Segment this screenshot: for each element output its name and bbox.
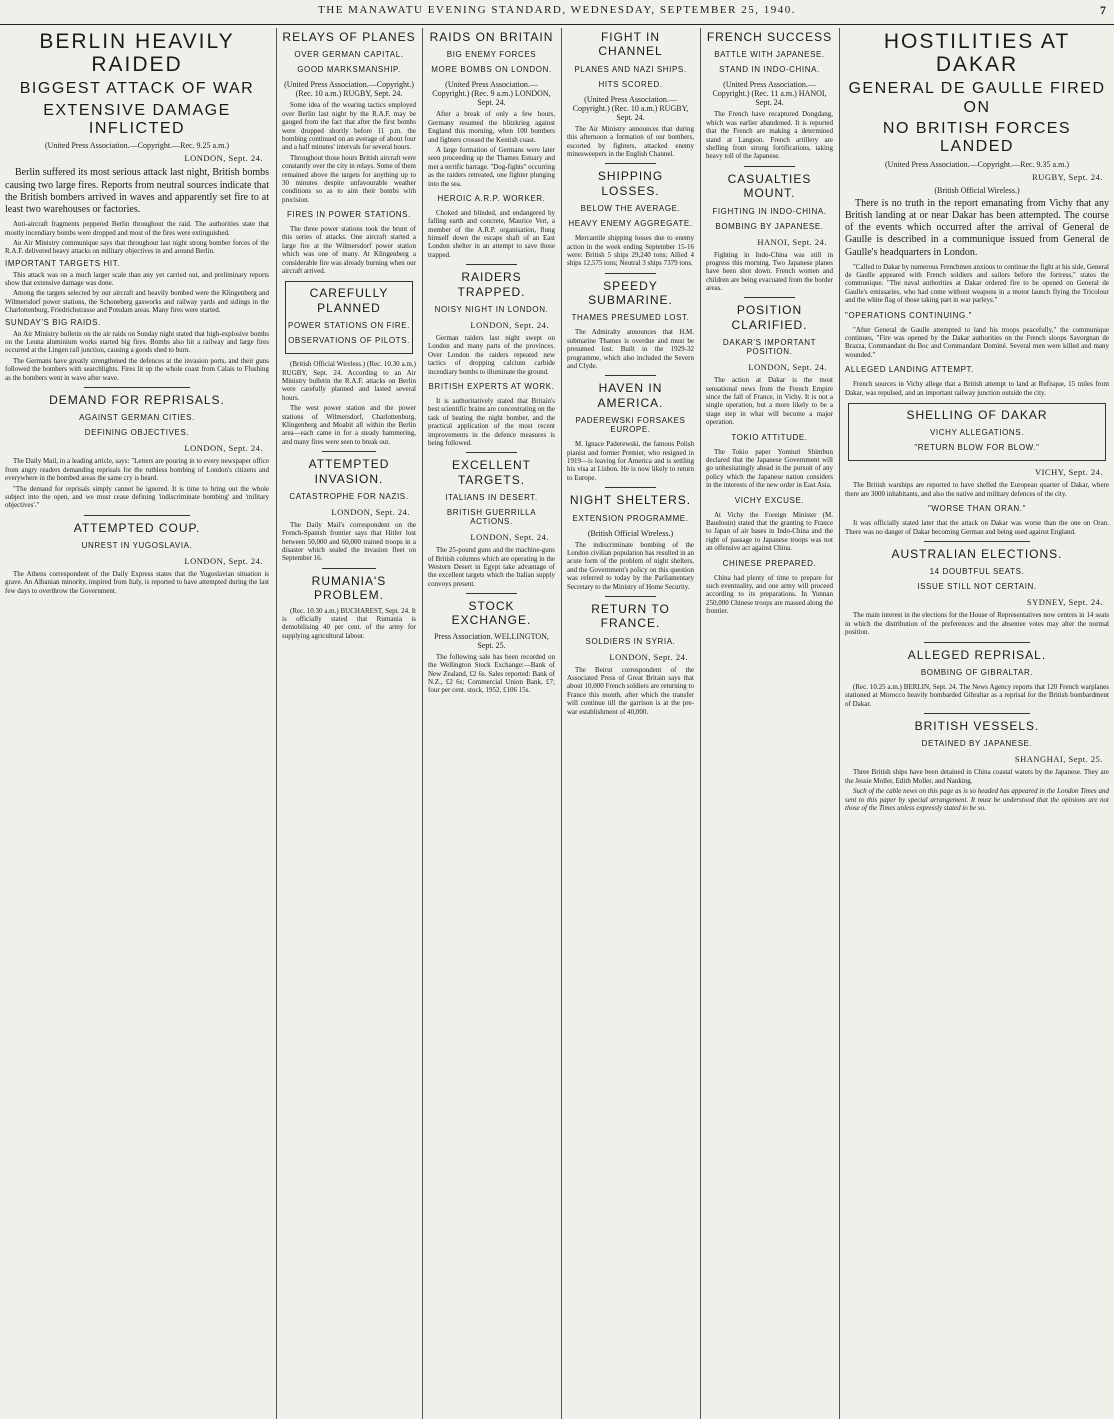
headline-relays-of-planes: RELAYS OF PLANES <box>282 30 416 44</box>
headline-hostilities-dakar: HOSTILITIES AT DAKAR <box>883 30 1071 77</box>
dateline: SYDNEY, Sept. 24. <box>1026 597 1103 608</box>
paragraph: Mercantile shipping losses due to enemy action in the week ending September 15-16 were: British 5 ships 29,240 tons; Allied 4 ships 12,575 tons; Neutral 3 ships 7379 tons. <box>567 234 694 268</box>
subhead: AGAINST GERMAN CITIES. <box>79 413 195 423</box>
paragraph: Some idea of the wearing tactics employed over Berlin last night by the R.A.F. may be gauged from the fact that after the first bombs were dropped shortly before 11 p.m. the bombing continued on an average of about four and a half minutes' intervals for several hours. <box>282 101 416 152</box>
subhead: POWER STATIONS ON FIRE. <box>288 321 410 331</box>
column-rule <box>700 28 701 1419</box>
headline-rumanias-problem: RUMANIA'S PROBLEM. <box>311 573 387 603</box>
paragraph: The west power station and the power stations of Wilmersdorf, Charlottenburg, Klingenberg and Moabit all within the Berlin area—each came in for a steady hammering, and many fires were seen to break out. <box>282 404 416 446</box>
column-rule <box>839 28 840 1419</box>
subhead: NOISY NIGHT IN LONDON. <box>434 305 549 315</box>
paragraph: The Beirut correspondent of the Associated Press of Great Britain says that about 10,000 French soldiers are returning to France this month, after which the transfer will continue till the garrison is at the pre-war establishment of 40,000. <box>567 665 694 716</box>
paragraph: Choked and blinded, and endangered by falling earth and concrete, Maurice Vert, a member of the A.R.P. organisation, flung himself down the escape shaft of an East London shelter in an attempt to save those trapped. <box>428 208 555 259</box>
dateline: HANOI, Sept. 24. <box>757 236 827 247</box>
subhead: EXTENSION PROGRAMME. <box>572 513 689 523</box>
divider <box>605 375 656 376</box>
dateline: LONDON, Sept. 24. <box>184 556 263 567</box>
footnote: Such of the cable news on this page as is so headed has appeared in the London Times and sent to this paper by special arrangement. It must be understood that the opinions are not those of the Times unless expressly stated to be so. <box>845 787 1109 813</box>
paragraph: The Daily Mail's correspondent on the French-Spanish frontier says that Hitler lost between 50,000 and 60,000 trained troops in a disaster which sealed the invasion fleet on September 16. <box>282 520 416 563</box>
paragraph: "After General de Gaulle attempted to land his troops peacefully," the communique continues, "Fire was opened by the Dakar authorities on the French sloops Savorgnan de Brazza, Commandant du Boc and Commandant Dominé. Several men were killed and many wounded." <box>845 325 1109 359</box>
column-raids-britain <box>425 28 558 1419</box>
paragraph: The Athens correspondent of the Daily Express states that the Yugoslavian situation is grave. An Albanian minority, inspired from Italy, is reported to have attempted during the last few days to overthrow the Government. <box>5 570 269 595</box>
headline-berlin-raided: BERLIN HEAVILY RAIDED <box>39 30 235 77</box>
dateline: LONDON, Sept. 24. <box>184 153 263 164</box>
subhead: BATTLE WITH JAPANESE. <box>714 50 825 60</box>
paragraph: The Tokio paper Yomiuri Shimbun declared that the Japanese Government will go unhesitatingly ahead in the pursuit of any policy which the Japanese nation considers in the interests of the new order in East Asia. <box>706 447 833 490</box>
divider <box>924 713 1030 714</box>
subhead: BELOW THE AVERAGE. <box>580 204 681 214</box>
masthead-title: THE MANAWATU EVENING STANDARD, WEDNESDAY, SEPTEMBER 25, 1940. <box>318 4 796 16</box>
subhead: 14 DOUBTFUL SEATS. <box>929 567 1025 577</box>
paragraph: The action at Dakar is the most sensational news from the French Empire since the fall of France, in Vichy. It is not a single operation, but a more likely to be a stage step in what will become a major operation. <box>706 376 833 427</box>
lead-paragraph: Berlin suffered its most serious attack last night, British bombs causing two large fires. Reports from neutral sources indicate that the British bombers arrived in waves and apparently set fire to at least two warehouses or factories. <box>5 167 269 215</box>
headline-raids-on-britain: RAIDS ON BRITAIN <box>429 30 554 44</box>
paragraph: The Germans have greatly strengthened the defences at the invasion ports, and their guns followed the bombers with searchlights. Fires lit up the whole coast from Calais to Flushing as the bombers went in wave after wave. <box>5 356 269 382</box>
subhead: SOLDIERS IN SYRIA. <box>585 636 676 646</box>
crosshead: FIRES IN POWER STATIONS. <box>287 210 411 220</box>
column-berlin <box>2 28 272 1419</box>
dateline: LONDON, Sept. 24. <box>609 651 688 662</box>
subhead: MORE BOMBS ON LONDON. <box>431 65 552 75</box>
headline-haven-in-america: HAVEN IN AMERICA. <box>597 381 664 410</box>
masthead <box>0 0 1114 25</box>
paragraph: French sources in Vichy allege that a British attempt to land at Rufisque, 15 miles from Dakar, was repulsed, and an important railway junction outside the city. <box>845 380 1109 397</box>
column-dakar <box>842 28 1112 1419</box>
divider <box>924 642 1030 643</box>
paragraph: The French have recaptured Dongdang, which was earlier abandoned. It is reported that the French are making a determined stand at Langson. French artillery are shelling from strong fortifications, taking heavy toll of the Japanese. <box>706 110 833 161</box>
subhead: VICHY ALLEGATIONS. <box>929 428 1025 438</box>
paragraph: (Rec. 10.30 a.m.) BUCHAREST, Sept. 24. It is officially stated that Rumania is demobilising 40 per cent. of the army for supplying agricultural labour. <box>282 606 416 640</box>
headline-french-success: FRENCH SUCCESS <box>706 30 833 44</box>
subhead: ISSUE STILL NOT CERTAIN. <box>917 582 1037 592</box>
paragraph: The following sale has been recorded on the Wellington Stock Exchange:—Bank of New Zealand, £2 6s. Sales reported: Bank of N.Z., £2 6s; Commercial Union Bank, £7; four per cent. stock, 1952, £106 15s. <box>428 652 555 695</box>
paragraph: German raiders last night swept on London and many parts of the provinces. Over London the raiders repeated new tactics of dropping calcium carbide incendiary bombs to illuminate the ground. <box>428 334 555 376</box>
crosshead: CHINESE PREPARED. <box>722 558 817 568</box>
headline-stock-exchange: STOCK EXCHANGE. <box>451 599 532 628</box>
dateline: LONDON, Sept. 24. <box>470 320 549 331</box>
subhead: BOMBING BY JAPANESE. <box>715 221 824 231</box>
dateline: VICHY, Sept. 24. <box>1034 467 1103 478</box>
subhead: STAND IN INDO-CHINA. <box>719 65 820 75</box>
paragraph: The Admiralty announces that H.M. submarine Thames is overdue and must be presumed lost. Built in the 1929-32 programme, which also included the Severn and Clyde. <box>567 328 694 371</box>
byline: (United Press Association.—Copyright.) (Rec. 10 a.m.) RUGBY, Sept. 24. <box>572 94 689 122</box>
paragraph: (British Official Wireless.) (Rec. 10.30 a.m.) RUGBY, Sept. 24. According to an Air Ministry bulletin the R.A.F. attacks on Berlin were carefully planned and lasted several hours. <box>282 360 416 402</box>
paragraph: "Called to Dakar by numerous Frenchmen anxious to continue the fight at his side, General de Gaulle appeared with French soldiers and sailors before the fortress," states the communique. "The naval authorities at Dakar ordered fire to be opened on General de Gaulle's emissaries, who had come without weapons in a motor launch flying the Tricolour and the white flag of those taking part in war parleys." <box>845 262 1109 305</box>
divider <box>84 387 190 388</box>
column-rule <box>422 28 423 1419</box>
paragraph: Fighting in Indo-China was still in progress this morning. Two Japanese planes have been shot down. French women and children are being evacuated from the border areas. <box>706 250 833 293</box>
subhead: "RETURN BLOW FOR BLOW." <box>914 443 1040 453</box>
paragraph: Anti-aircraft fragments peppered Berlin throughout the raid. The authorities state that mostly incendiary bombs were dropped and most of the fires were extinguished. <box>5 220 269 237</box>
subhead: OVER GERMAN CAPITAL. <box>294 50 404 60</box>
paragraph: "The demand for reprisals simply cannot be ignored. It is time to bring out the whole subject into the open, and we must cease defining 'indiscriminate bombing' and 'military objectives'." <box>5 484 269 510</box>
dateline: LONDON, Sept. 24. <box>748 362 827 373</box>
paragraph: The main interest in the elections for the House of Representatives now centres in 14 seats in which the distribution of the preferences and the absentee votes may alter the normal position. <box>845 611 1109 637</box>
dateline: LONDON, Sept. 24. <box>331 506 410 517</box>
divider <box>322 451 376 452</box>
subhead: HITS SCORED. <box>598 79 663 89</box>
headline-carefully-planned: CAREFULLY PLANNED <box>309 286 389 315</box>
crosshead: VICHY EXCUSE. <box>734 495 805 505</box>
headline-australian-elections: AUSTRALIAN ELECTIONS. <box>891 546 1063 561</box>
headline-position-clarified: POSITION CLARIFIED. <box>731 303 808 332</box>
crosshead: ALLEGED LANDING ATTEMPT. <box>845 365 974 375</box>
subhead: FIGHTING IN INDO-CHINA. <box>712 206 827 216</box>
crosshead: HEROIC A.R.P. WORKER. <box>437 193 546 203</box>
crosshead: SUNDAY'S BIG RAIDS. <box>5 317 101 327</box>
subhead: HEAVY ENEMY AGGREGATE. <box>568 219 693 229</box>
subhead: DEFINING OBJECTIVES. <box>84 428 190 438</box>
divider <box>744 166 795 167</box>
subhead: PADEREWSKI FORSAKES EUROPE. <box>575 416 686 435</box>
crosshead: "WORSE THAN ORAN." <box>927 504 1027 514</box>
headline-night-shelters: NIGHT SHELTERS. <box>569 493 692 508</box>
paragraph: The Air Ministry announces that during this afternoon a formation of our bombers, escorted by fighters, attacked enemy minesweepers in the English Channel. <box>567 124 694 158</box>
byline: (United Press Association.—Copyright.) (Rec. 11 a.m.) HANOI, Sept. 24. <box>712 80 827 108</box>
paragraph: The Daily Mail, in a leading article, says: "Letters are pouring in to every newspaper office from angry readers demanding reprisals for the ruthless bombing of London's citizens and everywhere in the bombed areas the same cry is heard. <box>5 457 269 483</box>
divider <box>466 593 517 594</box>
headline-return-to-france: RETURN TO FRANCE. <box>591 601 670 631</box>
subhead: BRITISH GUERRILLA ACTIONS. <box>446 508 537 527</box>
crosshead: "OPERATIONS CONTINUING." <box>845 310 973 320</box>
paragraph: M. Ignace Paderewski, the famous Polish pianist and former Premier, who resigned in 1919—is leaving for America and is settling his visa at Lisbon. He is now likely to return to Europe. <box>567 440 694 482</box>
byline: (United Press Association.—Copyright.) (Rec. 10 a.m.) RUGBY, Sept. 24. <box>284 80 414 99</box>
headline-attempted-invasion: ATTEMPTED INVASION. <box>308 457 390 486</box>
divider <box>466 264 517 265</box>
paragraph: At Vichy the Foreign Minister (M. Baudouin) stated that the granting to France to Japan of air bases in Indo-China and the right of passage to Japanese troops was not an offensive act against China. <box>706 510 833 553</box>
column-rule <box>561 28 562 1419</box>
byline: (United Press Association.—Copyright.—Rec. 9.25 a.m.) <box>45 141 229 151</box>
subhead: BIG ENEMY FORCES <box>446 50 537 60</box>
subhead: PLANES AND NAZI SHIPS. <box>574 64 687 74</box>
subhead: UNREST IN YUGOSLAVIA. <box>81 541 193 551</box>
divider <box>466 452 517 453</box>
subhead: DETAINED BY JAPANESE. <box>921 739 1033 749</box>
paragraph: Among the targets selected by our aircraft and heavily bombed were the Klingenberg and Wilmersdorf power stations, the Schoneberg gasworks and railway yards and sidings in the Charlottenburg, Friedrichstrasse and Potsdam areas. Many fires were started. <box>5 289 269 315</box>
paragraph: The British warships are reported to have shelled the European quarter of Dakar, where there are 3000 inhabitants, and also the native and military defences of the city. <box>845 481 1109 498</box>
divider <box>605 273 656 274</box>
paragraph: (Rec. 10.25 a.m.) BERLIN, Sept. 24. The News Agency reports that 120 French warplanes stationed at Morocco heavily bombarded Gibraltar as a reprisal for the British bombardment of Dakar. <box>845 682 1109 708</box>
divider <box>605 163 656 164</box>
paragraph: The 25-pound guns and the machine-guns of British columns which are operating in the Western Desert in Egypt take advantage of the excellent targets which the Italian supply convoys present. <box>428 546 555 588</box>
dateline: RUGBY, Sept. 24. <box>1032 171 1103 182</box>
crosshead: BRITISH EXPERTS AT WORK. <box>428 381 555 391</box>
subhead-extensive-damage: EXTENSIVE DAMAGE INFLICTED <box>43 101 231 137</box>
crosshead: IMPORTANT TARGETS HIT. <box>5 258 121 268</box>
headline-shipping-losses: SHIPPING LOSSES. <box>597 169 664 198</box>
page-number: 7 <box>1100 3 1106 17</box>
dateline: LONDON, Sept. 24. <box>184 443 263 454</box>
paragraph: It is authoritatively stated that Britain's best scientific brains are concentrating on the task of beating the night bomber, and the practical application of the most recent improvements in the defence measures is being followed. <box>428 396 555 447</box>
column-french-success <box>703 28 836 1419</box>
headline-excellent-targets: EXCELLENT TARGETS. <box>451 458 532 487</box>
subhead: CATASTROPHE FOR NAZIS. <box>289 491 409 501</box>
boxed-article <box>285 281 413 354</box>
subhead-no-british-forces: NO BRITISH FORCES LANDED <box>882 119 1072 156</box>
divider <box>744 297 795 298</box>
paragraph: Throughout those hours British aircraft were constantly over the city in relays. Some of them remained above the targets for anything up to 30 minutes despite unfavourable weather conditions so as to aim their bombs with precision. <box>282 153 416 204</box>
divider <box>605 596 656 597</box>
paragraph: China had plenty of time to prepare for such eventuality, and one army will proceed according to its preparations. In Yunnan 250,000 Chinese troops are massed along the frontier. <box>706 573 833 616</box>
divider <box>84 515 190 516</box>
paragraph: Three British ships have been detained in China coastal waters by the Japanese. They are the Jessie Moller, Edith Moller, and Nanking. <box>845 768 1109 785</box>
paragraph: A large formation of Germans were later seen proceeding up the Thames Estuary and met a terrific barrage. "Dog-fights" occurring as the raiders retreated, one fighter plunging into the sea. <box>428 145 555 188</box>
boxed-article <box>848 403 1106 461</box>
divider <box>605 487 656 488</box>
byline: Press Association. WELLINGTON, Sept. 25. <box>434 631 549 650</box>
paragraph: An Air Ministry communique says that throughout last night strong bomber forces of the R.A.F. delivered heavy attacks on military objectives in and around Berlin. <box>5 238 269 256</box>
subhead-biggest-attack: BIGGEST ATTACK OF WAR <box>19 80 255 98</box>
subhead: DAKAR'S IMPORTANT POSITION. <box>722 338 817 357</box>
headline-fight-in-channel: FIGHT IN CHANNEL <box>598 30 663 59</box>
subhead: ITALIANS IN DESERT. <box>445 493 538 503</box>
subhead: BOMBING OF GIBRALTAR. <box>920 667 1034 677</box>
headline-attempted-coup: ATTEMPTED COUP. <box>73 520 201 535</box>
dateline: SHANGHAI, Sept. 25. <box>1014 754 1103 765</box>
lead-paragraph: There is no truth in the report emanating from Vichy that any British landing at or near Dakar has been attempted. The course of the events which occurred after the arrival of General de Gaulle is described in a communique issued from General de Gaulle's headquarters in London. <box>845 197 1109 258</box>
paragraph: An Air Ministry bulletin on the air raids on Sunday night stated that high-explosive bombs on the Leuna aluminium works started big fires. Bombs also hit a railway and large fires occurred at the Lingen rail junction, causing a goods shed to burn. <box>5 329 269 355</box>
dateline: LONDON, Sept. 24. <box>470 532 549 543</box>
paragraph: This attack was on a much larger scale than any yet carried out, and preliminary reports show that extensive damage was done. <box>5 270 269 288</box>
subhead: OBSERVATIONS OF PILOTS. <box>288 336 410 346</box>
headline-casualties-mount: CASUALTIES MOUNT. <box>727 171 812 201</box>
headline-raiders-trapped: RAIDERS TRAPPED. <box>457 270 526 299</box>
headline-shelling-of-dakar: SHELLING OF DAKAR <box>906 407 1048 422</box>
paragraph: After a break of only a few hours, Germany resumed the blitzkrieg against England this morning, when 100 bombers and fighters crossed the Kentish coast. <box>428 110 555 144</box>
source-line: (British Official Wireless.) <box>934 185 1020 195</box>
paragraph: The three power stations took the brunt of this series of attacks. One aircraft started a large fire at the Wilmersdorf power station which was one of many. At Klingenberg a considerable fire was already burning when our aircraft arrived. <box>282 225 416 276</box>
headline-alleged-reprisal: ALLEGED REPRISAL. <box>907 647 1047 662</box>
crosshead: TOKIO ATTITUDE. <box>731 432 808 442</box>
divider <box>322 568 376 569</box>
headline-speedy-submarine: SPEEDY SUBMARINE. <box>588 278 673 308</box>
byline: (United Press Association.—Copyright.) (Rec. 9 a.m.) LONDON, Sept. 24. <box>432 80 551 108</box>
column-relays <box>279 28 419 1419</box>
subhead: GOOD MARKSMANSHIP. <box>297 65 401 75</box>
divider <box>924 541 1030 542</box>
subhead-de-gaulle-fired-on: GENERAL DE GAULLE FIRED ON <box>848 80 1106 116</box>
subhead: THAMES PRESUMED LOST. <box>571 313 690 323</box>
paragraph: It was officially stated later that the attack on Dakar was worse than the one on Oran. There was no danger of Dakar becoming German and being used against England. <box>845 519 1109 536</box>
byline: (United Press Association.—Copyright.—Rec. 9.35 a.m.) <box>885 159 1069 169</box>
headline-british-vessels: BRITISH VESSELS. <box>914 719 1040 734</box>
column-rule <box>276 28 277 1419</box>
byline: (British Official Wireless.) <box>587 528 674 538</box>
paragraph: The indiscriminate bombing of the London civilian population has resulted in an acute form of the problem of night shelters, and the Government's policy on this question was referred to today by the Parliamentary Secretary to the Ministry of Home Security. <box>567 540 694 591</box>
column-channel <box>564 28 697 1419</box>
headline-demand-reprisals: DEMAND FOR REPRISALS. <box>49 392 225 407</box>
